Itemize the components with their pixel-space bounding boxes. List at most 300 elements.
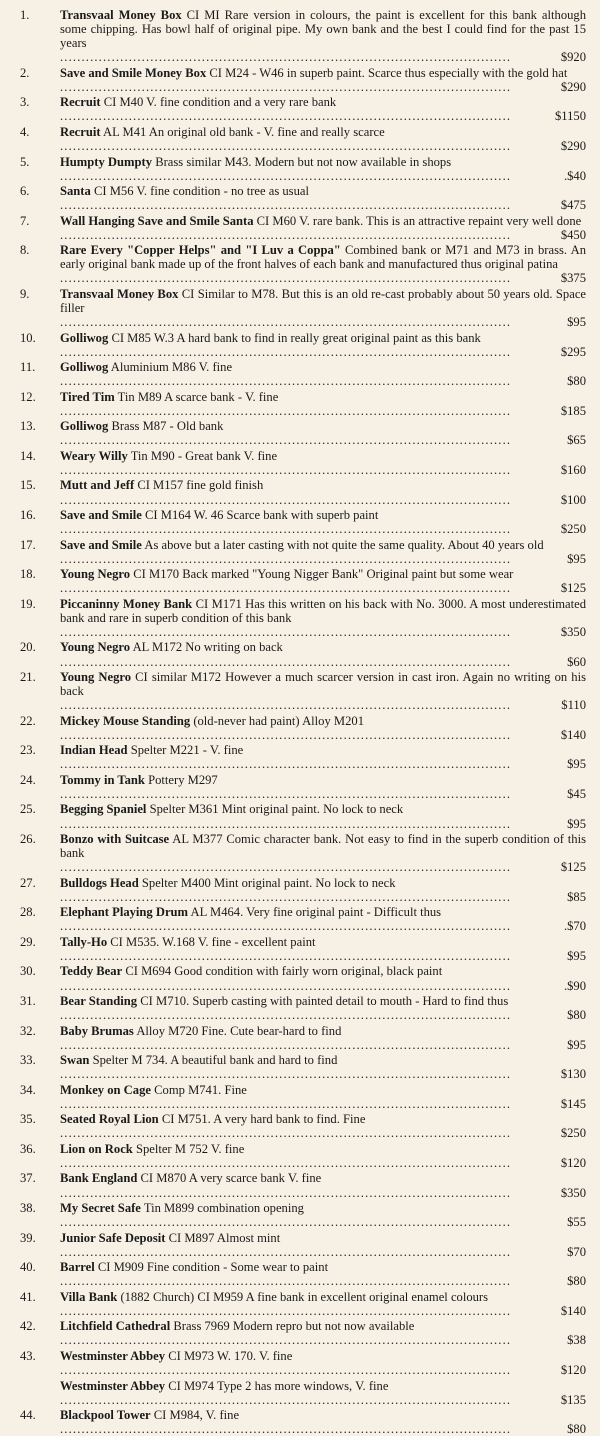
entry-leader <box>60 169 586 183</box>
dot-leader <box>60 1304 561 1318</box>
entry-description: CI M751. A very hard bank to find. Fine <box>161 1112 366 1127</box>
entry-number: 36. <box>20 1141 36 1156</box>
entry-number: 20. <box>20 640 36 655</box>
entry-price: $125 <box>560 581 586 596</box>
catalog-entry <box>14 184 586 212</box>
catalog-entry <box>14 935 586 963</box>
entry-leader <box>60 1067 586 1081</box>
entry-name: Young Negro <box>60 670 132 685</box>
entry-name: Tally-Ho <box>60 934 108 949</box>
entry-number: 3. <box>20 95 30 110</box>
entry-price: $60 <box>567 654 586 669</box>
entry-body <box>60 243 586 285</box>
catalog-entry <box>14 1024 586 1052</box>
entry-price: $45 <box>567 786 586 801</box>
entry-name: Monkey on Cage <box>60 1082 151 1097</box>
entry-price: $95 <box>567 757 586 772</box>
entry-number: 17. <box>20 537 36 552</box>
entry-price: $80 <box>567 1008 586 1023</box>
entry-number: 37. <box>20 1171 36 1186</box>
entry-price: $140 <box>560 727 586 742</box>
entry-price: $450 <box>560 227 586 242</box>
entry-price: $920 <box>560 50 586 65</box>
dot-leader <box>60 787 567 801</box>
entry-leader <box>60 698 586 712</box>
entry-body <box>60 1379 586 1407</box>
catalog-entry <box>14 567 586 595</box>
entry-leader <box>60 198 586 212</box>
entry-leader <box>60 949 586 963</box>
entry-price: $290 <box>560 79 586 94</box>
catalog-entry <box>14 1231 586 1259</box>
entry-description: Alloy M720 Fine. Cute bear-hard to find <box>136 1023 342 1038</box>
entry-number: 40. <box>20 1260 36 1275</box>
entry-description: CI M870 A very scarce bank V. fine <box>140 1171 322 1186</box>
entry-number: 13. <box>20 419 36 434</box>
entry-leader <box>60 463 586 477</box>
dot-leader <box>60 169 564 183</box>
entry-name: Seated Royal Lion <box>60 1112 159 1127</box>
entry-number: 1. <box>20 8 30 22</box>
entry-leader <box>60 728 586 742</box>
entry-body <box>60 1142 586 1170</box>
entry-body <box>60 1290 586 1318</box>
entry-price: $110 <box>561 698 586 713</box>
dot-leader <box>60 890 567 904</box>
entry-price: $250 <box>560 1126 586 1141</box>
entry-number: 9. <box>20 286 30 301</box>
catalog-entry <box>14 1408 586 1436</box>
entry-body <box>60 802 586 830</box>
dot-leader <box>60 1422 567 1436</box>
entry-number: 26. <box>20 832 36 847</box>
entry-name: Villa Bank <box>60 1289 118 1304</box>
entry-number: 14. <box>20 448 36 463</box>
entry-description: AL M464. Very fine original paint - Difficult thus <box>190 905 442 920</box>
entry-name: Santa <box>60 184 91 199</box>
catalog-entry <box>14 508 586 536</box>
entry-body <box>60 125 586 153</box>
entry-number: 33. <box>20 1053 36 1068</box>
entry-body <box>60 640 586 668</box>
entry-leader <box>60 1393 586 1407</box>
entry-price: $290 <box>560 139 586 154</box>
dot-leader <box>60 198 561 212</box>
entry-body <box>60 8 586 64</box>
entry-name: My Secret Safe <box>60 1201 141 1216</box>
entry-leader <box>60 80 586 94</box>
entry-description: CI M171 Has this written on his back with No. 3000. A most underestimated bank and rare in superb condition of this bank <box>60 596 586 625</box>
catalog-entry <box>14 905 586 933</box>
entry-body <box>60 287 586 329</box>
entry-description: Tin M899 combination opening <box>143 1201 304 1216</box>
entry-number <box>14 1379 60 1407</box>
entry-leader <box>60 552 586 566</box>
entry-number: 34. <box>20 1082 36 1097</box>
entry-body <box>60 1319 586 1347</box>
catalog-entry <box>14 214 586 242</box>
entry-number: 24. <box>20 772 36 787</box>
catalog-entry <box>14 66 586 94</box>
dot-leader <box>60 315 567 329</box>
catalog-entry <box>14 743 586 771</box>
entry-name: Save and Smile <box>60 537 142 552</box>
entry-body <box>60 597 586 639</box>
entry-leader <box>60 1008 586 1022</box>
entry-body <box>60 508 586 536</box>
dot-leader <box>60 655 567 669</box>
entry-description: CI M40 V. fine condition and a very rare bank <box>103 95 337 110</box>
entry-body <box>60 1408 586 1436</box>
entry-price: $95 <box>567 948 586 963</box>
entry-body <box>60 1171 586 1199</box>
entry-body <box>60 66 586 94</box>
entry-name: Weary Willy <box>60 448 128 463</box>
catalog-entry <box>14 670 586 712</box>
entry-body <box>60 419 586 447</box>
entry-body <box>60 1349 586 1377</box>
entry-description: Spelter M221 - V. fine <box>130 743 244 758</box>
entry-price: $1150 <box>554 109 586 124</box>
catalog-entry <box>14 1112 586 1140</box>
entry-number: 2. <box>20 65 30 80</box>
catalog-entry <box>14 1053 586 1081</box>
catalog-entry <box>14 243 586 285</box>
entry-number: 5. <box>20 154 30 169</box>
entry-leader <box>60 1274 586 1288</box>
dot-leader <box>60 1274 567 1288</box>
entry-number: 15. <box>20 478 36 493</box>
entry-body <box>60 1053 586 1081</box>
entry-body <box>60 905 586 933</box>
entry-body <box>60 1024 586 1052</box>
entry-description: (old-never had paint) Alloy M201 <box>193 713 364 728</box>
entry-leader <box>60 1038 586 1052</box>
dot-leader <box>60 374 567 388</box>
entry-description: CI M157 fine gold finish <box>137 478 264 493</box>
dot-leader <box>60 1393 561 1407</box>
entry-price: $95 <box>567 1037 586 1052</box>
entry-number: 19. <box>20 596 36 611</box>
entry-number: 6. <box>20 184 30 199</box>
catalog-entry <box>14 1142 586 1170</box>
entry-description: Spelter M361 Mint original paint. No lock to neck <box>149 802 404 817</box>
entry-body <box>60 214 586 242</box>
entry-price: $120 <box>560 1155 586 1170</box>
entry-description: CI M535. W.168 V. fine - excellent paint <box>110 934 316 949</box>
entry-name: Baby Brumas <box>60 1023 134 1038</box>
catalog-entry <box>14 964 586 992</box>
entry-body <box>60 184 586 212</box>
entry-description: Brass M87 - Old bank <box>111 419 224 434</box>
entry-leader <box>60 1126 586 1140</box>
entry-body <box>60 331 586 359</box>
entry-description: AL M41 An original old bank - V. fine and really scarce <box>103 124 385 139</box>
entry-body <box>60 743 586 771</box>
entry-number: 10. <box>20 330 36 345</box>
entry-price: $100 <box>560 492 586 507</box>
entry-description: Spelter M400 Mint original paint. No lock to neck <box>141 875 396 890</box>
entry-leader <box>60 919 586 933</box>
entry-price: $85 <box>567 889 586 904</box>
entry-description: CI MI Rare version in colours, the paint is excellent for this bank although some chipping. Has bowl half of original pipe. My own bank and the best I could find for the past 15 years <box>60 8 587 51</box>
catalog-entry <box>14 1171 586 1199</box>
entry-body <box>60 935 586 963</box>
entry-body <box>60 1083 586 1111</box>
entry-leader <box>60 757 586 771</box>
entry-name: Golliwog <box>60 419 109 434</box>
entry-description: CI M170 Back marked "Young Nigger Bank" Original paint but some wear <box>133 567 514 582</box>
entry-leader <box>60 433 586 447</box>
entry-number: 29. <box>20 934 36 949</box>
entry-leader <box>60 860 586 874</box>
entry-body <box>60 478 586 506</box>
entry-leader <box>60 1215 586 1229</box>
entry-name: Golliwog <box>60 330 109 345</box>
entry-price: $80 <box>567 1422 586 1436</box>
dot-leader <box>60 817 567 831</box>
entry-number: 12. <box>20 389 36 404</box>
entry-number: 30. <box>20 964 36 979</box>
dot-leader <box>60 433 567 447</box>
entry-name: Teddy Bear <box>60 964 123 979</box>
entry-price: $65 <box>567 433 586 448</box>
entry-number: 7. <box>20 213 30 228</box>
entry-number: 28. <box>20 905 36 920</box>
entry-body <box>60 964 586 992</box>
entry-description: As above but a later casting with not quite the same quality. About 40 years old <box>144 537 544 552</box>
entry-body <box>60 567 586 595</box>
entry-name: Begging Spaniel <box>60 802 147 817</box>
entry-description: Comp M741. Fine <box>154 1082 247 1097</box>
dot-leader <box>60 522 561 536</box>
entry-leader <box>60 1156 586 1170</box>
dot-leader <box>60 50 561 64</box>
entry-number: 4. <box>20 124 30 139</box>
entry-number: 44. <box>20 1408 36 1423</box>
entry-leader <box>60 979 586 993</box>
entry-number: 25. <box>20 802 36 817</box>
entry-leader <box>60 50 586 64</box>
entry-description: CI M973 W. 170. V. fine <box>168 1348 293 1363</box>
entry-leader <box>60 817 586 831</box>
entry-name: Bonzo with Suitcase <box>60 832 170 847</box>
entry-name: Indian Head <box>60 743 128 758</box>
entry-name: Humpty Dumpty <box>60 154 153 169</box>
entry-body <box>60 360 586 388</box>
catalog-entry <box>14 640 586 668</box>
entry-name: Swan <box>60 1053 90 1068</box>
entry-description: CI M694 Good condition with fairly worn original, black paint <box>125 964 443 979</box>
dot-leader <box>60 1067 561 1081</box>
entry-number: 39. <box>20 1230 36 1245</box>
catalog-entry <box>14 802 586 830</box>
catalog-entry <box>14 95 586 123</box>
entry-number: 11. <box>20 360 36 375</box>
entry-price: .$90 <box>563 978 586 993</box>
entry-price: $375 <box>560 271 586 286</box>
entry-number: 31. <box>20 994 36 1008</box>
catalog-entry <box>14 538 586 566</box>
entry-description: Aluminium M86 V. fine <box>110 360 233 375</box>
entry-number: 16. <box>20 508 36 523</box>
entry-description: CI M710. Superb casting with painted detail to mouth - Hard to find thus <box>140 994 509 1008</box>
catalog-entry <box>14 1290 586 1318</box>
entry-name: Bear Standing <box>60 994 138 1008</box>
entry-body <box>60 773 586 801</box>
entry-leader <box>60 404 586 418</box>
entry-leader <box>60 374 586 388</box>
dot-leader <box>60 109 555 123</box>
entry-name: Tommy in Tank <box>60 772 145 787</box>
entry-name: Piccaninny Money Bank <box>60 596 193 611</box>
dot-leader <box>60 625 561 639</box>
catalog-entry <box>14 1260 586 1288</box>
dot-leader <box>60 1186 561 1200</box>
catalog-entry <box>14 832 586 874</box>
entry-leader <box>60 1304 586 1318</box>
entry-number: 32. <box>20 1023 36 1038</box>
catalog-entry <box>14 287 586 329</box>
entry-number: 38. <box>20 1201 36 1216</box>
dot-leader <box>60 1245 567 1259</box>
entry-leader <box>60 493 586 507</box>
entry-name: Westminster Abbey <box>60 1378 166 1393</box>
entry-name: Rare Every "Copper Helps" and "I Luv a Coppa" <box>60 243 341 258</box>
entry-description: CI M60 V. rare bank. This is an attractive repaint very well done <box>256 213 582 228</box>
entry-body <box>60 994 586 1022</box>
entry-leader <box>60 581 586 595</box>
entry-name: Young Negro <box>60 567 131 582</box>
entry-price: $70 <box>567 1244 586 1259</box>
entry-name: Mickey Mouse Standing <box>60 713 191 728</box>
entry-name: Save and Smile Money Box <box>60 65 207 80</box>
entry-leader <box>60 1422 586 1436</box>
entry-name: Recruit <box>60 124 101 139</box>
dot-leader <box>60 345 561 359</box>
entry-price: $55 <box>567 1215 586 1230</box>
entry-number: 41. <box>20 1289 36 1304</box>
entry-number: 22. <box>20 713 36 728</box>
dot-leader <box>60 1215 567 1229</box>
entry-leader <box>60 787 586 801</box>
entry-leader <box>60 1245 586 1259</box>
entry-leader <box>60 1186 586 1200</box>
entry-number: 18. <box>20 567 36 582</box>
dot-leader <box>60 404 561 418</box>
entry-description: Spelter M 734. A beautiful bank and hard to find <box>92 1053 338 1068</box>
catalog-entry <box>14 597 586 639</box>
entry-price: $135 <box>560 1392 586 1407</box>
dot-leader <box>60 1363 561 1377</box>
entry-price: $185 <box>560 403 586 418</box>
dot-leader <box>60 1126 561 1140</box>
entry-price: $95 <box>567 315 586 330</box>
entry-body <box>60 1231 586 1259</box>
entry-name: Mutt and Jeff <box>60 478 135 493</box>
entry-description: Pottery M297 <box>148 772 218 787</box>
entry-leader <box>60 315 586 329</box>
catalog-entry <box>14 449 586 477</box>
entry-body <box>60 1201 586 1229</box>
entry-name: Transvaal Money Box <box>60 8 182 22</box>
entry-price: .$40 <box>563 168 586 183</box>
entry-description: Brass 7969 Modern repro but not now available <box>173 1319 415 1334</box>
entry-name: Bank England <box>60 1171 138 1186</box>
catalog-entry <box>14 1379 586 1407</box>
entry-price: $475 <box>560 198 586 213</box>
entry-name: Save and Smile <box>60 508 142 523</box>
entry-body <box>60 670 586 712</box>
entry-body <box>60 832 586 874</box>
entry-name: Bulldogs Head <box>60 875 139 890</box>
entry-price: $38 <box>567 1333 586 1348</box>
entry-description: AL M172 No writing on back <box>132 640 283 655</box>
entry-price: $295 <box>560 344 586 359</box>
dot-leader <box>60 1156 561 1170</box>
entry-body <box>60 1112 586 1140</box>
entry-body <box>60 876 586 904</box>
catalog-entry <box>14 1083 586 1111</box>
dot-leader <box>60 463 561 477</box>
entry-description: Brass similar M43. Modern but not now available in shops <box>155 154 452 169</box>
entry-number: 8. <box>20 243 30 258</box>
entry-name: Transvaal Money Box <box>60 286 179 301</box>
entry-description: CI M56 V. fine condition - no tree as usual <box>93 184 309 199</box>
entry-price: $80 <box>567 1274 586 1289</box>
dot-leader <box>60 728 561 742</box>
entry-price: $250 <box>560 522 586 537</box>
dot-leader <box>60 271 561 285</box>
entry-price: $145 <box>560 1096 586 1111</box>
dot-leader <box>60 919 564 933</box>
catalog-entry <box>14 714 586 742</box>
entry-body <box>60 155 586 183</box>
entry-price: $95 <box>567 816 586 831</box>
catalog-entry <box>14 1319 586 1347</box>
entry-body <box>60 538 586 566</box>
entry-leader <box>60 890 586 904</box>
entry-name: Wall Hanging Save and Smile Santa <box>60 213 254 228</box>
entry-price: $350 <box>560 1185 586 1200</box>
dot-leader <box>60 757 567 771</box>
entry-description: CI M974 Type 2 has more windows, V. fine <box>168 1378 389 1393</box>
entry-price: $130 <box>560 1067 586 1082</box>
entry-price: $120 <box>560 1363 586 1378</box>
catalog-entry <box>14 155 586 183</box>
entry-leader <box>60 625 586 639</box>
entry-number: 35. <box>20 1112 36 1127</box>
entry-name: Blackpool Tower <box>60 1408 151 1423</box>
dot-leader <box>60 1097 561 1111</box>
entry-number: 21. <box>20 670 36 685</box>
entry-description: CI M164 W. 46 Scarce bank with superb paint <box>145 508 379 523</box>
entry-number: 42. <box>20 1319 36 1334</box>
catalog-entry <box>14 419 586 447</box>
dot-leader <box>60 80 561 94</box>
entry-price: $125 <box>560 860 586 875</box>
entry-price: .$70 <box>563 919 586 934</box>
entry-price: $160 <box>560 462 586 477</box>
entry-leader <box>60 109 586 123</box>
entry-description: Tin M90 - Great bank V. fine <box>130 448 278 463</box>
entry-name: Barrel <box>60 1260 95 1275</box>
catalog-entry <box>14 478 586 506</box>
entry-price: $80 <box>567 374 586 389</box>
entry-body <box>60 714 586 742</box>
dot-leader <box>60 1008 567 1022</box>
dot-leader <box>60 698 561 712</box>
